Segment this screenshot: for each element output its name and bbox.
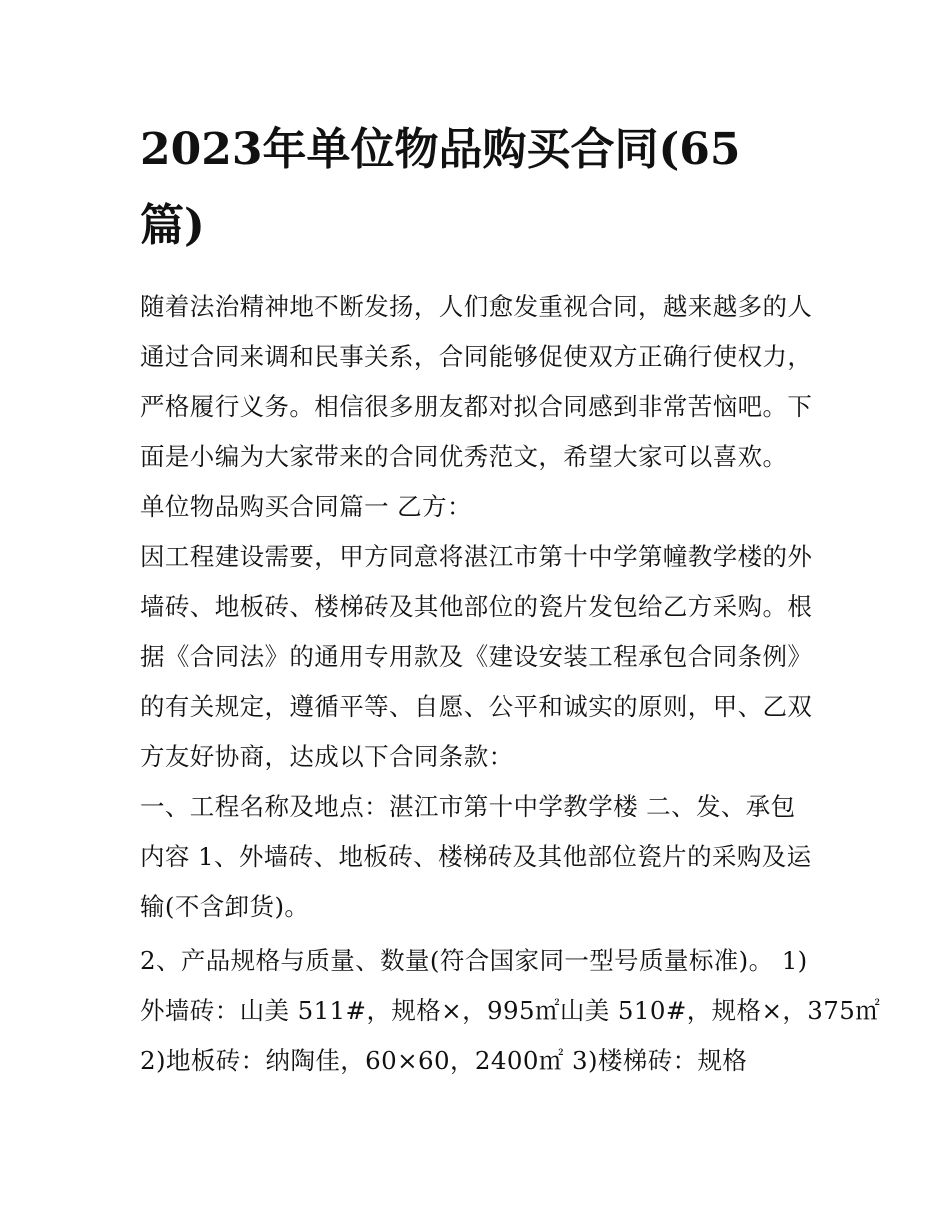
text-line: 墙砖、地板砖、楼梯砖及其他部位的瓷片发包给乙方采购。根 (140, 592, 813, 621)
title-line-2: 篇) (140, 200, 205, 251)
text-line: 输(不含卸货)。 (140, 892, 310, 921)
document-page (140, 112, 881, 1086)
text-line: 面是小编为大家带来的合同优秀范文，希望大家可以喜欢。 (140, 442, 788, 471)
paragraph-section-heading (140, 482, 816, 532)
document-title (140, 112, 816, 264)
paragraph-clause-1 (140, 782, 816, 932)
paragraph-clause-2 (140, 936, 881, 1086)
text-line: 一、工程名称及地点：湛江市第十中学教学楼 二、发、承包 (140, 792, 796, 821)
text-line: 2)地板砖：纳陶佳，60×60，2400㎡ 3)楼梯砖：规格 (140, 1046, 748, 1075)
text-line: 据《合同法》的通用专用款及《建设安装工程承包合同条例》 (140, 642, 813, 671)
text-line: 严格履行义务。相信很多朋友都对拟合同感到非常苦恼吧。下 (140, 392, 813, 421)
text-line: 单位物品购买合同篇一 乙方： (140, 492, 472, 521)
paragraph-intro (140, 282, 816, 482)
text-line: 的有关规定，遵循平等、自愿、公平和诚实的原则，甲、乙双 (140, 692, 813, 721)
text-line: 方友好协商，达成以下合同条款： (140, 742, 514, 771)
text-line: 随着法治精神地不断发扬，人们愈发重视合同，越来越多的人 (140, 292, 813, 321)
text-line: 外墙砖：山美 511#，规格×，995㎡山美 510#，规格×，375㎡ (140, 996, 881, 1025)
title-line-1: 2023年单位物品购买合同(65 (140, 124, 741, 175)
text-line: 2、产品规格与质量、数量(符合国家同一型号质量标准)。 1) (140, 946, 808, 975)
text-line: 通过合同来调和民事关系，合同能够促使双方正确行使权力， (140, 342, 813, 371)
paragraph-preamble (140, 532, 816, 782)
text-line: 内容 1、外墙砖、地板砖、楼梯砖及其他部位瓷片的采购及运 (140, 842, 812, 871)
text-line: 因工程建设需要，甲方同意将湛江市第十中学第幢教学楼的外 (140, 542, 813, 571)
